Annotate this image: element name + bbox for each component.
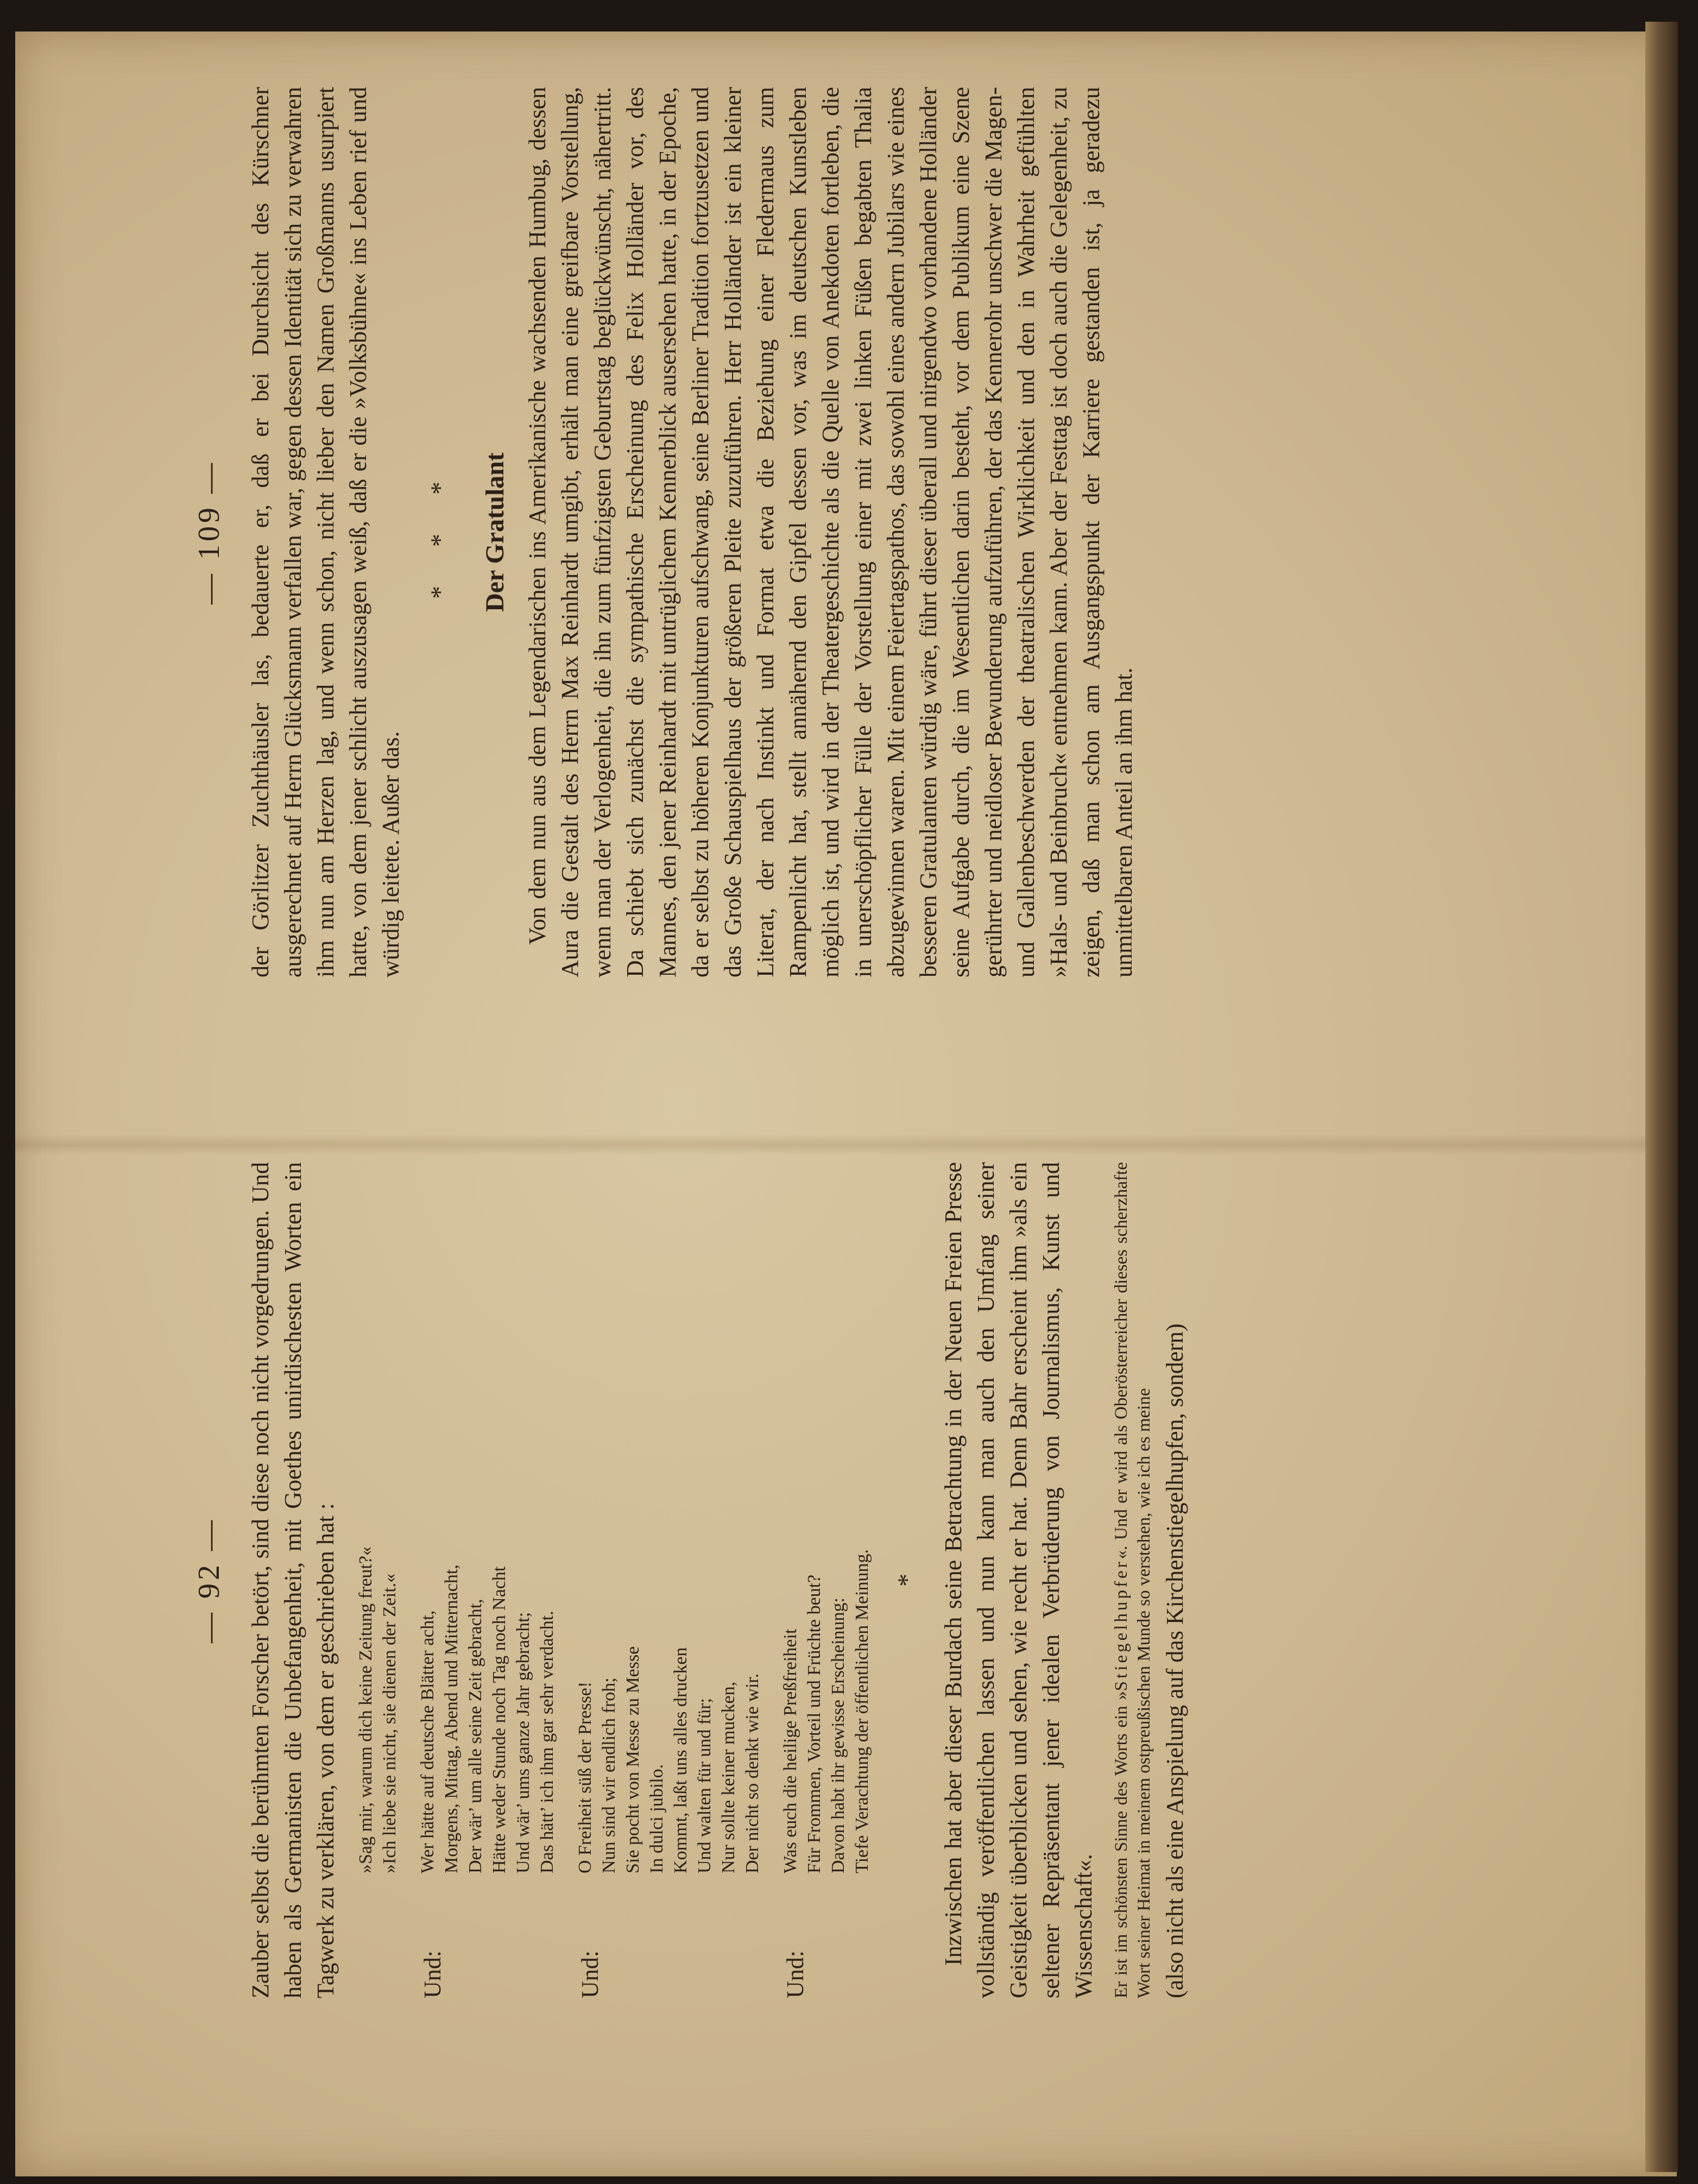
verse-2: [416, 1564, 559, 1873]
und-label: Und:: [419, 1951, 446, 1998]
verse-line: Sie pocht von Messe zu Messe: [623, 1646, 643, 1873]
goerlitz-paragraph: der Görlitzer Zuchthäusler las, bedauerte er, daß er bei Durchsicht des Kürschner ausgerechnet auf Herrn Glücksmann verfallen war, gegen dessen Identität sich zu verwahren ihm nun am Herzen lag, und wenn schon, nicht lieber den Namen Großmanns usurpiert hatte, von dem jener schlicht auszusagen weiß, daß er die »Volksbühne« ins Leben rief und würdig leitete. Außer das.: [247, 87, 404, 977]
page-number-header: — 109 —: [192, 460, 226, 604]
verse-line: Tiefe Verachtung der öffentlichen Meinung.: [852, 1549, 872, 1873]
verse-block-4: [779, 1162, 874, 1998]
verse-line: Hätte weder Stunde noch Tag noch Nacht: [489, 1566, 509, 1873]
note-suffix: «. Und er wird als Oberösterreicher dieses scherzhafte Wort seiner Heimat in meinem ostpreußischen Munde so verstehen, wie ich es meine: [1112, 1162, 1154, 1998]
verse-line: Das hätt’ ich ihm gar sehr verdacht.: [537, 1611, 557, 1873]
page-fold-shadow: [15, 1134, 1677, 1156]
quote-line: »Ich liebe sie nicht, sie dienen der Zeit.«: [380, 1573, 400, 1873]
section-stars: * * *: [426, 465, 455, 599]
verse-line: Und wär’ ums ganze Jahr gebracht;: [513, 1612, 533, 1873]
section-heading: Der Gratulant: [481, 452, 509, 612]
verse-block-3: [573, 1162, 765, 1998]
note-spaced-word: Stiegelhupfer: [1112, 1559, 1131, 1691]
verse-line: Wer hätte auf deutsche Blätter acht,: [418, 1610, 438, 1873]
section-asterisk: *: [893, 1574, 921, 1587]
note-prefix: Er ist im schönsten Sinne des Worts ein »: [1112, 1691, 1131, 1998]
und-label: Und:: [577, 1951, 603, 1998]
page-number-header: — 92 —: [192, 1517, 226, 1643]
verse-line: In dulci jubilo.: [647, 1764, 667, 1873]
verse-4: [779, 1549, 874, 1873]
goethe-quote: [354, 1162, 402, 1998]
und-label: Und:: [782, 1951, 809, 1998]
verse-block-2: [416, 1162, 559, 1998]
page-92: [185, 1162, 1412, 1998]
verse-line: Der wär’ um alle seine Zeit gebracht,: [465, 1599, 485, 1873]
verse-line: Morgens, Mittag, Abend und Mitternacht,: [441, 1564, 462, 1873]
quote-line: »Sag mir, warum dich keine Zeitung freut?«: [356, 1547, 376, 1873]
gratulant-paragraph: Von dem nun aus dem Legendarischen ins Amerikanische wachsenden Humbug, dessen Aura die Gestalt des Herrn Max Reinhardt umgibt, erhält man eine greifbare Vorstellung, wenn man der Verlogenheit, die ihn zum fünfzigsten Geburtstag beglückwünscht, nähertritt. Da schiebt sich zunächst die sympathische Erscheinung des Felix Holländer vor, des Mannes, den jener Reinhardt mit untrüglichem Kennerblick ausersehen hatte, in der Epoche, da er selbst zu höheren Konjunkturen aufschwang, seine Berliner Tradition fortzusetzen und das Große Schauspielhaus der größeren Pleite zuzuführen. Herr Holländer ist ein kleiner Literat, der nach Instinkt und Format etwa die Beziehung einer Fledermaus zum Rampenlicht hat, stellt annähernd den Gipfel dessen vor, was im deutschen Kunstleben möglich ist, und wird in der Theatergeschichte als die Quelle von Anekdoten fortleben, die in unerschöpflicher Fülle der Vorstellung einer mit zwei linken Füßen begabten Thalia abzugewinnen waren. Mit einem Feiertagspathos, das sowohl eines andern Jubilars wie eines besseren Gratulanten würdig wäre, führt dieser überall und nirgendwo vorhandene Holländer seine Aufgabe durch, die im Wesentlichen darin besteht, vor dem Publikum eine Szene gerührter und neidloser Bewunderung aufzuführen, der das Kennerohr unschwer die Magen- und Gallenbeschwerden der theatralischen Wirklichkeit und den in Wahrheit gefühlten »Hals- und Beinbruch« entnehmen kann. Aber der Festtag ist doch auch die Gelegenheit, zu zeigen, daß man schon am Ausgangspunkt der Karriere gestanden ist, ja geradezu unmittelbaren Anteil an ihm hat.: [524, 87, 1137, 977]
verse-line: Was euch die heilige Preßfreiheit: [780, 1628, 800, 1873]
burdach-paragraph: Inzwischen hat aber dieser Burdach seine Betrachtung in der Neuen Freien Presse vollständig veröffentlichen lassen und nun kann man auch den Umfang seiner Geistigkeit überblicken und sehen, wie recht er hat. Denn Bahr erscheint ihm »als ein seltener Repräsentant jener idealen Verbrüderung von Journalismus, Kunst und Wissenschaft«.: [940, 1162, 1097, 1998]
verse-line: Davon habt ihr gewisse Erscheinung:: [828, 1598, 848, 1873]
verse-line: O Freiheit süß der Presse!: [575, 1681, 595, 1873]
verse-3: [573, 1646, 765, 1873]
verse-line: Nur sollte keiner mucken,: [718, 1681, 738, 1873]
intro-paragraph: Zauber selbst die berühmten Forscher betört, sind diese noch nicht vorgedrungen. Und haben als Germanisten die Unbefangenheit, mit Goethes unirdischesten Worten ein Tagwerk zu verklären, von dem er geschrieben hat :: [247, 1162, 339, 1998]
page-109: [185, 87, 1412, 977]
verse-line: Nun sind wir endlich froh;: [599, 1677, 619, 1873]
footnote-paragraph: [1110, 1162, 1156, 1998]
verse-line: Der nicht so denkt wie wir.: [742, 1673, 762, 1873]
book-binding-edge: [1645, 22, 1678, 2172]
verse-line: Für Frommen, Vorteil und Früchte beut?: [804, 1574, 824, 1873]
verse-line: Kommt, laßt uns alles drucken: [671, 1647, 691, 1873]
verse-line: Und walten für und für;: [695, 1698, 715, 1873]
closing-paragraph: (also nicht als eine Anspielung auf das Kirchenstiegelhupfen, sondern): [1162, 1323, 1188, 1998]
